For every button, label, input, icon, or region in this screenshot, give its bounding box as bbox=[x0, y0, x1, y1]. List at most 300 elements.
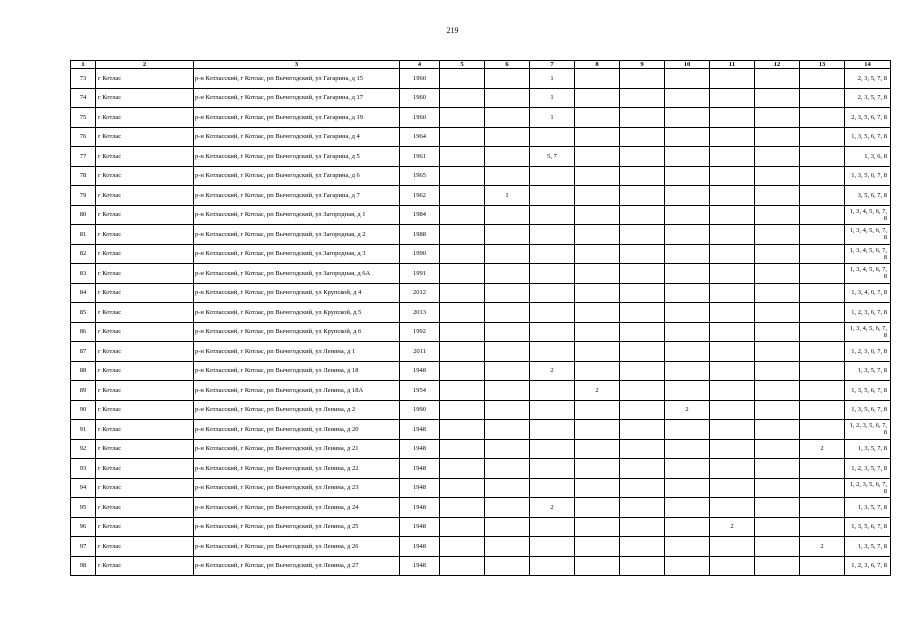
col12-cell bbox=[755, 400, 800, 420]
row-number-cell: 81 bbox=[71, 225, 96, 245]
col5-cell bbox=[440, 264, 485, 284]
address-cell: р-н Котласский, г Котлас, рп Вычегодский, ул Гагарина, д 7 bbox=[194, 186, 400, 206]
col8-cell bbox=[575, 556, 620, 576]
row-number-cell: 84 bbox=[71, 283, 96, 303]
locality-cell: г Котлас bbox=[96, 498, 194, 518]
col12-cell bbox=[755, 556, 800, 576]
address-cell: р-н Котласский, г Котлас, рп Вычегодский, ул Крупской, д 4 bbox=[194, 283, 400, 303]
col9-cell bbox=[620, 127, 665, 147]
col9-cell bbox=[620, 517, 665, 537]
col10-cell bbox=[665, 459, 710, 479]
col9-cell bbox=[620, 108, 665, 128]
col13-cell bbox=[800, 264, 845, 284]
address-cell: р-н Котласский, г Котлас, рп Вычегодский, ул Гагарина, д 17 bbox=[194, 88, 400, 108]
col6-cell bbox=[485, 439, 530, 459]
year-cell: 1948 bbox=[400, 420, 440, 440]
address-cell: р-н Котласский, г Котлас, рп Вычегодский, ул Загородная, д 2 bbox=[194, 225, 400, 245]
col12-cell bbox=[755, 439, 800, 459]
row-number-cell: 92 bbox=[71, 439, 96, 459]
col8-cell bbox=[575, 537, 620, 557]
col6-cell bbox=[485, 517, 530, 537]
row-number-cell: 82 bbox=[71, 244, 96, 264]
col14-cell: 1, 3, 5, 7, 8 bbox=[845, 439, 891, 459]
col14-cell: 2, 3, 5, 6, 7, 8 bbox=[845, 108, 891, 128]
col11-cell bbox=[710, 244, 755, 264]
year-cell: 1948 bbox=[400, 517, 440, 537]
col11-cell bbox=[710, 69, 755, 89]
col7-cell bbox=[530, 186, 575, 206]
year-cell: 1948 bbox=[400, 439, 440, 459]
col13-cell bbox=[800, 498, 845, 518]
col13-cell bbox=[800, 322, 845, 342]
table-row bbox=[71, 147, 891, 167]
col6-cell bbox=[485, 147, 530, 167]
col10-cell bbox=[665, 166, 710, 186]
col9-cell bbox=[620, 400, 665, 420]
column-header: 5 bbox=[440, 61, 485, 69]
locality-cell: г Котлас bbox=[96, 400, 194, 420]
col5-cell bbox=[440, 244, 485, 264]
row-number-cell: 89 bbox=[71, 381, 96, 401]
address-cell: р-н Котласский, г Котлас, рп Вычегодский, ул Ленина, д 18А bbox=[194, 381, 400, 401]
year-cell: 1960 bbox=[400, 88, 440, 108]
header-row bbox=[71, 61, 891, 69]
col9-cell bbox=[620, 303, 665, 323]
col5-cell bbox=[440, 186, 485, 206]
year-cell: 1965 bbox=[400, 166, 440, 186]
col7-cell bbox=[530, 459, 575, 479]
col13-cell bbox=[800, 108, 845, 128]
locality-cell: г Котлас bbox=[96, 439, 194, 459]
col7-cell bbox=[530, 322, 575, 342]
col5-cell bbox=[440, 400, 485, 420]
col5-cell bbox=[440, 537, 485, 557]
col14-cell: 1, 3, 4, 5, 6, 7, 8 bbox=[845, 244, 891, 264]
row-number-cell: 88 bbox=[71, 361, 96, 381]
address-cell: р-н Котласский, г Котлас, рп Вычегодский, ул Загородная, д 1 bbox=[194, 205, 400, 225]
locality-cell: г Котлас bbox=[96, 166, 194, 186]
col5-cell bbox=[440, 381, 485, 401]
address-cell: р-н Котласский, г Котлас, рп Вычегодский, ул Загородная, д 3 bbox=[194, 244, 400, 264]
col5-cell bbox=[440, 322, 485, 342]
col9-cell bbox=[620, 478, 665, 498]
column-header: 11 bbox=[710, 61, 755, 69]
col7-cell: 2 bbox=[530, 498, 575, 518]
col11-cell bbox=[710, 283, 755, 303]
col12-cell bbox=[755, 478, 800, 498]
col9-cell bbox=[620, 69, 665, 89]
col6-cell bbox=[485, 166, 530, 186]
col7-cell bbox=[530, 166, 575, 186]
col6-cell bbox=[485, 88, 530, 108]
col5-cell bbox=[440, 420, 485, 440]
table-row bbox=[71, 88, 891, 108]
col7-cell bbox=[530, 556, 575, 576]
col11-cell bbox=[710, 225, 755, 245]
col10-cell bbox=[665, 69, 710, 89]
col6-cell bbox=[485, 244, 530, 264]
col14-cell: 1, 3, 5, 6, 7, 8 bbox=[845, 400, 891, 420]
col7-cell bbox=[530, 205, 575, 225]
col12-cell bbox=[755, 361, 800, 381]
locality-cell: г Котлас bbox=[96, 225, 194, 245]
col5-cell bbox=[440, 147, 485, 167]
year-cell: 1988 bbox=[400, 225, 440, 245]
address-cell: р-н Котласский, г Котлас, рп Вычегодский, ул Ленина, д 27 bbox=[194, 556, 400, 576]
col9-cell bbox=[620, 322, 665, 342]
col7-cell: 2 bbox=[530, 361, 575, 381]
col10-cell bbox=[665, 517, 710, 537]
col5-cell bbox=[440, 283, 485, 303]
col8-cell: 2 bbox=[575, 381, 620, 401]
column-header: 8 bbox=[575, 61, 620, 69]
col11-cell bbox=[710, 205, 755, 225]
locality-cell: г Котлас bbox=[96, 88, 194, 108]
table-row bbox=[71, 556, 891, 576]
col8-cell bbox=[575, 186, 620, 206]
year-cell: 2013 bbox=[400, 303, 440, 323]
column-header: 1 bbox=[71, 61, 96, 69]
col9-cell bbox=[620, 459, 665, 479]
col13-cell bbox=[800, 556, 845, 576]
col6-cell bbox=[485, 108, 530, 128]
col7-cell: 5, 7 bbox=[530, 147, 575, 167]
address-cell: р-н Котласский, г Котлас, рп Вычегодский, ул Крупской, д 5 bbox=[194, 303, 400, 323]
col7-cell: 1 bbox=[530, 108, 575, 128]
table-row bbox=[71, 303, 891, 323]
col12-cell bbox=[755, 166, 800, 186]
col14-cell: 3, 5, 6, 7, 8 bbox=[845, 186, 891, 206]
year-cell: 1948 bbox=[400, 478, 440, 498]
col5-cell bbox=[440, 225, 485, 245]
col14-cell: 1, 2, 3, 6, 7, 8 bbox=[845, 556, 891, 576]
address-cell: р-н Котласский, г Котлас, рп Вычегодский, ул Гагарина, д 4 bbox=[194, 127, 400, 147]
table-row bbox=[71, 361, 891, 381]
table-row bbox=[71, 127, 891, 147]
year-cell: 1990 bbox=[400, 400, 440, 420]
col10-cell bbox=[665, 342, 710, 362]
col9-cell bbox=[620, 420, 665, 440]
table-row bbox=[71, 381, 891, 401]
col11-cell bbox=[710, 556, 755, 576]
col8-cell bbox=[575, 342, 620, 362]
col12-cell bbox=[755, 88, 800, 108]
table-row bbox=[71, 244, 891, 264]
col8-cell bbox=[575, 205, 620, 225]
col13-cell bbox=[800, 69, 845, 89]
col8-cell bbox=[575, 108, 620, 128]
row-number-cell: 75 bbox=[71, 108, 96, 128]
address-cell: р-н Котласский, г Котлас, рп Вычегодский, ул Ленина, д 23 bbox=[194, 478, 400, 498]
locality-cell: г Котлас bbox=[96, 459, 194, 479]
col5-cell bbox=[440, 69, 485, 89]
col13-cell bbox=[800, 283, 845, 303]
col8-cell bbox=[575, 420, 620, 440]
col8-cell bbox=[575, 69, 620, 89]
col7-cell bbox=[530, 420, 575, 440]
col6-cell bbox=[485, 556, 530, 576]
col12-cell bbox=[755, 459, 800, 479]
year-cell: 1948 bbox=[400, 459, 440, 479]
register-table bbox=[70, 60, 891, 576]
col8-cell bbox=[575, 244, 620, 264]
col13-cell bbox=[800, 342, 845, 362]
row-number-cell: 95 bbox=[71, 498, 96, 518]
table-row bbox=[71, 322, 891, 342]
address-cell: р-н Котласский, г Котлас, рп Вычегодский, ул Ленина, д 20 bbox=[194, 420, 400, 440]
col8-cell bbox=[575, 400, 620, 420]
col9-cell bbox=[620, 186, 665, 206]
col13-cell: 2 bbox=[800, 439, 845, 459]
address-cell: р-н Котласский, г Котлас, рп Вычегодский, ул Гагарина, д 15 bbox=[194, 69, 400, 89]
col5-cell bbox=[440, 342, 485, 362]
col9-cell bbox=[620, 166, 665, 186]
col8-cell bbox=[575, 225, 620, 245]
table-row bbox=[71, 459, 891, 479]
col9-cell bbox=[620, 381, 665, 401]
col11-cell bbox=[710, 342, 755, 362]
col12-cell bbox=[755, 342, 800, 362]
col6-cell bbox=[485, 69, 530, 89]
table-body bbox=[71, 69, 891, 576]
col14-cell: 1, 2, 3, 5, 6, 7, 8 bbox=[845, 478, 891, 498]
year-cell: 1948 bbox=[400, 361, 440, 381]
year-cell: 1962 bbox=[400, 186, 440, 206]
col9-cell bbox=[620, 537, 665, 557]
table-row bbox=[71, 400, 891, 420]
col13-cell bbox=[800, 478, 845, 498]
col13-cell bbox=[800, 381, 845, 401]
col6-cell bbox=[485, 537, 530, 557]
col12-cell bbox=[755, 322, 800, 342]
col8-cell bbox=[575, 303, 620, 323]
col10-cell bbox=[665, 283, 710, 303]
col6-cell bbox=[485, 322, 530, 342]
col8-cell bbox=[575, 478, 620, 498]
row-number-cell: 87 bbox=[71, 342, 96, 362]
table-row bbox=[71, 283, 891, 303]
col8-cell bbox=[575, 361, 620, 381]
col10-cell bbox=[665, 225, 710, 245]
locality-cell: г Котлас bbox=[96, 537, 194, 557]
col7-cell: 1 bbox=[530, 69, 575, 89]
col12-cell bbox=[755, 420, 800, 440]
locality-cell: г Котлас bbox=[96, 186, 194, 206]
locality-cell: г Котлас bbox=[96, 342, 194, 362]
col7-cell bbox=[530, 283, 575, 303]
table-row bbox=[71, 166, 891, 186]
address-cell: р-н Котласский, г Котлас, рп Вычегодский, ул Ленина, д 2 bbox=[194, 400, 400, 420]
col5-cell bbox=[440, 205, 485, 225]
locality-cell: г Котлас bbox=[96, 556, 194, 576]
col9-cell bbox=[620, 88, 665, 108]
col14-cell: 1, 2, 3, 5, 6, 7, 8 bbox=[845, 420, 891, 440]
col8-cell bbox=[575, 459, 620, 479]
col11-cell bbox=[710, 186, 755, 206]
locality-cell: г Котлас bbox=[96, 283, 194, 303]
locality-cell: г Котлас bbox=[96, 205, 194, 225]
col7-cell bbox=[530, 303, 575, 323]
address-cell: р-н Котласский, г Котлас, рп Вычегодский, ул Ленина, д 1 bbox=[194, 342, 400, 362]
col13-cell bbox=[800, 88, 845, 108]
col13-cell bbox=[800, 225, 845, 245]
col7-cell bbox=[530, 381, 575, 401]
col14-cell: 2, 3, 5, 7, 8 bbox=[845, 88, 891, 108]
table-row bbox=[71, 517, 891, 537]
col7-cell bbox=[530, 478, 575, 498]
row-number-cell: 96 bbox=[71, 517, 96, 537]
col12-cell bbox=[755, 69, 800, 89]
col5-cell bbox=[440, 517, 485, 537]
col12-cell bbox=[755, 537, 800, 557]
col9-cell bbox=[620, 361, 665, 381]
column-header: 14 bbox=[845, 61, 891, 69]
col13-cell bbox=[800, 420, 845, 440]
table-row bbox=[71, 342, 891, 362]
row-number-cell: 80 bbox=[71, 205, 96, 225]
col9-cell bbox=[620, 225, 665, 245]
col12-cell bbox=[755, 264, 800, 284]
col14-cell: 1, 3, 4, 6, 7, 8 bbox=[845, 283, 891, 303]
col6-cell bbox=[485, 498, 530, 518]
row-number-cell: 79 bbox=[71, 186, 96, 206]
col11-cell bbox=[710, 361, 755, 381]
table-row bbox=[71, 225, 891, 245]
table-row bbox=[71, 205, 891, 225]
row-number-cell: 83 bbox=[71, 264, 96, 284]
column-header: 12 bbox=[755, 61, 800, 69]
col10-cell bbox=[665, 498, 710, 518]
row-number-cell: 74 bbox=[71, 88, 96, 108]
col5-cell bbox=[440, 166, 485, 186]
col7-cell bbox=[530, 537, 575, 557]
col5-cell bbox=[440, 459, 485, 479]
col6-cell bbox=[485, 303, 530, 323]
year-cell: 2012 bbox=[400, 283, 440, 303]
year-cell: 1961 bbox=[400, 147, 440, 167]
column-header: 6 bbox=[485, 61, 530, 69]
col6-cell bbox=[485, 381, 530, 401]
col10-cell bbox=[665, 186, 710, 206]
col8-cell bbox=[575, 127, 620, 147]
col8-cell bbox=[575, 147, 620, 167]
col11-cell bbox=[710, 303, 755, 323]
col12-cell bbox=[755, 303, 800, 323]
col6-cell bbox=[485, 205, 530, 225]
col14-cell: 1, 3, 5, 6, 7, 8 bbox=[845, 127, 891, 147]
table-row bbox=[71, 108, 891, 128]
year-cell: 1948 bbox=[400, 556, 440, 576]
col8-cell bbox=[575, 283, 620, 303]
col14-cell: 1, 2, 3, 6, 7, 8 bbox=[845, 303, 891, 323]
col8-cell bbox=[575, 166, 620, 186]
col13-cell bbox=[800, 244, 845, 264]
col14-cell: 1, 3, 5, 6, 7, 8 bbox=[845, 381, 891, 401]
column-header: 7 bbox=[530, 61, 575, 69]
col14-cell: 1, 2, 3, 5, 7, 8 bbox=[845, 459, 891, 479]
col14-cell: 1, 3, 5, 6, 7, 8 bbox=[845, 517, 891, 537]
column-header: 10 bbox=[665, 61, 710, 69]
col12-cell bbox=[755, 498, 800, 518]
col10-cell bbox=[665, 127, 710, 147]
address-cell: р-н Котласский, г Котлас, рп Вычегодский, ул Ленина, д 24 bbox=[194, 498, 400, 518]
col8-cell bbox=[575, 88, 620, 108]
col10-cell bbox=[665, 303, 710, 323]
col9-cell bbox=[620, 147, 665, 167]
address-cell: р-н Котласский, г Котлас, рп Вычегодский, ул Ленина, д 26 bbox=[194, 537, 400, 557]
year-cell: 1984 bbox=[400, 205, 440, 225]
col7-cell bbox=[530, 244, 575, 264]
col8-cell bbox=[575, 498, 620, 518]
address-cell: р-н Котласский, г Котлас, рп Вычегодский, ул Гагарина, д 6 bbox=[194, 166, 400, 186]
page-number: 219 bbox=[446, 26, 459, 35]
col11-cell bbox=[710, 147, 755, 167]
col7-cell bbox=[530, 439, 575, 459]
year-cell: 1954 bbox=[400, 381, 440, 401]
row-number-cell: 73 bbox=[71, 69, 96, 89]
col9-cell bbox=[620, 244, 665, 264]
row-number-cell: 90 bbox=[71, 400, 96, 420]
row-number-cell: 93 bbox=[71, 459, 96, 479]
locality-cell: г Котлас bbox=[96, 517, 194, 537]
col13-cell: 2 bbox=[800, 537, 845, 557]
col10-cell bbox=[665, 478, 710, 498]
locality-cell: г Котлас bbox=[96, 244, 194, 264]
table-row bbox=[71, 537, 891, 557]
col9-cell bbox=[620, 342, 665, 362]
year-cell: 1992 bbox=[400, 322, 440, 342]
table-row bbox=[71, 498, 891, 518]
col10-cell bbox=[665, 322, 710, 342]
address-cell: р-н Котласский, г Котлас, рп Вычегодский, ул Ленина, д 21 bbox=[194, 439, 400, 459]
row-number-cell: 85 bbox=[71, 303, 96, 323]
locality-cell: г Котлас bbox=[96, 322, 194, 342]
col7-cell bbox=[530, 400, 575, 420]
col14-cell: 1, 3, 4, 5, 6, 7, 8 bbox=[845, 264, 891, 284]
row-number-cell: 78 bbox=[71, 166, 96, 186]
row-number-cell: 77 bbox=[71, 147, 96, 167]
row-number-cell: 76 bbox=[71, 127, 96, 147]
column-header: 13 bbox=[800, 61, 845, 69]
col10-cell bbox=[665, 439, 710, 459]
col10-cell bbox=[665, 556, 710, 576]
column-header: 9 bbox=[620, 61, 665, 69]
col7-cell bbox=[530, 517, 575, 537]
col11-cell bbox=[710, 381, 755, 401]
col6-cell bbox=[485, 264, 530, 284]
col14-cell: 1, 3, 5, 7, 8 bbox=[845, 498, 891, 518]
year-cell: 1990 bbox=[400, 244, 440, 264]
col13-cell bbox=[800, 127, 845, 147]
column-header: 3 bbox=[194, 61, 400, 69]
col8-cell bbox=[575, 517, 620, 537]
col6-cell bbox=[485, 342, 530, 362]
col5-cell bbox=[440, 478, 485, 498]
col12-cell bbox=[755, 205, 800, 225]
col5-cell bbox=[440, 127, 485, 147]
col5-cell bbox=[440, 556, 485, 576]
col13-cell bbox=[800, 517, 845, 537]
col7-cell: 1 bbox=[530, 88, 575, 108]
col12-cell bbox=[755, 517, 800, 537]
col6-cell bbox=[485, 400, 530, 420]
col6-cell bbox=[485, 225, 530, 245]
col11-cell bbox=[710, 400, 755, 420]
col11-cell bbox=[710, 166, 755, 186]
col12-cell bbox=[755, 381, 800, 401]
col8-cell bbox=[575, 439, 620, 459]
col14-cell: 1, 3, 5, 7, 8 bbox=[845, 537, 891, 557]
